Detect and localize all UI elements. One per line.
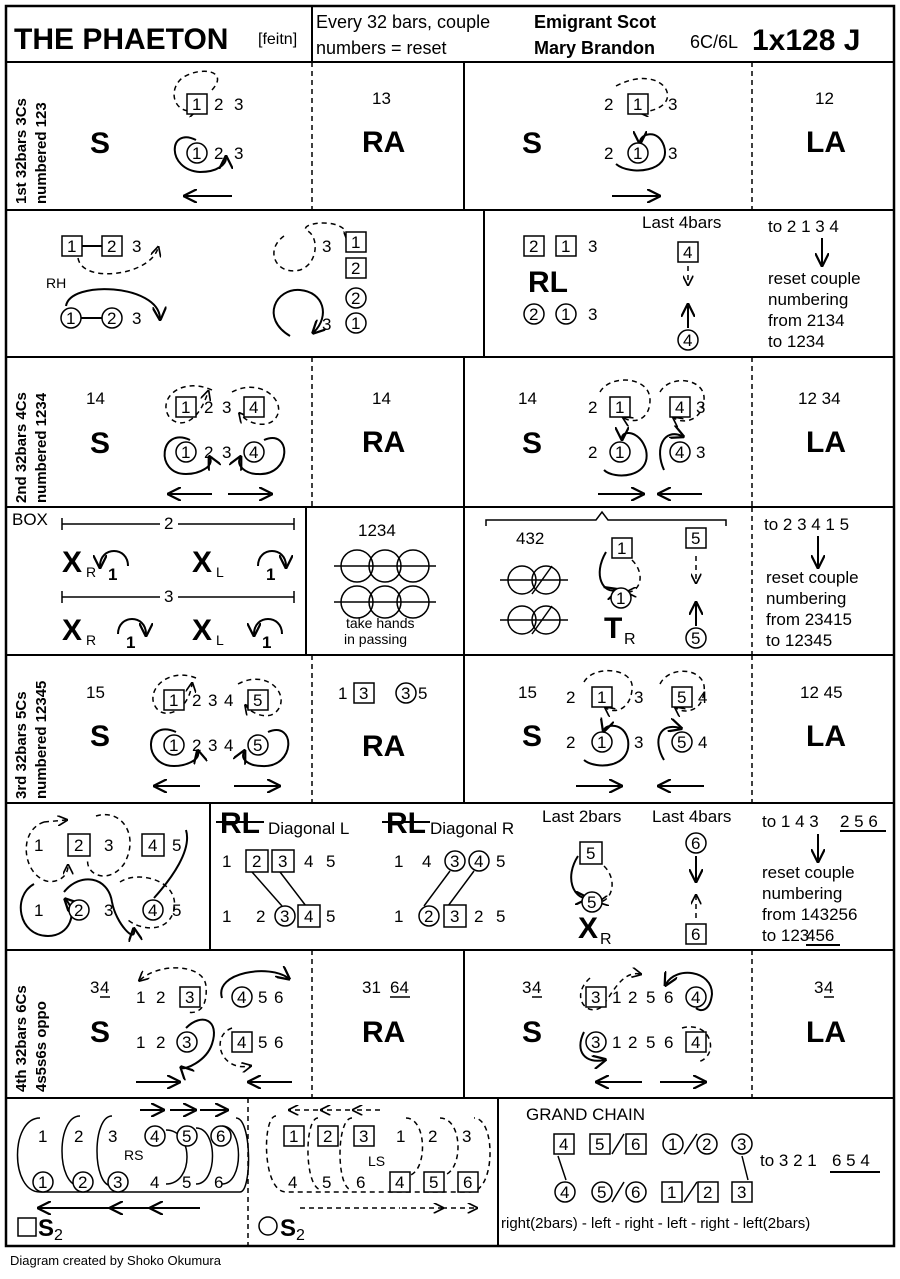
section-3-label-2: numbered 12345 bbox=[33, 680, 50, 799]
r7-p3-bot-3: 2 bbox=[628, 1033, 638, 1052]
section-4-label-1: 4th 32bars 6Cs bbox=[13, 985, 30, 1092]
r8-rs-top-4: 4 bbox=[150, 1127, 160, 1146]
header bbox=[14, 6, 860, 62]
r2-top-2: 2 bbox=[107, 237, 117, 256]
r5-p3-bot-1: 2 bbox=[566, 733, 576, 752]
r6-dl-bot-4: 4 bbox=[304, 907, 314, 926]
dance-format: 1x128 J bbox=[752, 24, 861, 57]
r5-p3-bot-3: 3 bbox=[634, 733, 644, 752]
r6-top-1: 1 bbox=[34, 836, 44, 855]
r8-ls-bot-2: 5 bbox=[322, 1173, 332, 1192]
r1-p1-bot-2: 2 bbox=[214, 144, 224, 163]
r3-p3-bot-4: 3 bbox=[696, 443, 706, 462]
gc-to-under: 6 5 4 bbox=[832, 1151, 870, 1170]
gc-top-1: 4 bbox=[559, 1135, 569, 1154]
r5-p4-num: 12 45 bbox=[800, 683, 843, 702]
r6-dr-bot-1: 1 bbox=[394, 907, 404, 926]
r5-p3-num: 15 bbox=[518, 683, 537, 702]
r2-reset-from: from 2134 bbox=[768, 311, 845, 330]
r3-p1-num: 14 bbox=[86, 389, 105, 408]
r2-col-3a: 3 bbox=[322, 237, 332, 256]
header-note-2: numbers = reset bbox=[316, 38, 447, 58]
r5-p2-text: 1 bbox=[338, 684, 348, 703]
row-8 bbox=[18, 1098, 881, 1246]
deviser: Mary Brandon bbox=[534, 38, 656, 58]
r3-p1-bot-4: 4 bbox=[249, 443, 259, 462]
r6-top-2: 2 bbox=[74, 836, 84, 855]
gc-bot-2: 5 bbox=[597, 1183, 607, 1202]
r4-three-label: 432 bbox=[516, 529, 545, 548]
r2-col-1c: 1 bbox=[351, 314, 361, 333]
row-3 bbox=[86, 357, 846, 507]
r5-p1-bot-1: 1 bbox=[169, 736, 179, 755]
r8-rs-bot-2: 2 bbox=[78, 1173, 88, 1192]
r7-p1-num-under: 4 bbox=[100, 978, 110, 997]
r2-last-4bars: Last 4bars bbox=[642, 213, 722, 232]
r6-dr-top-5: 5 bbox=[496, 852, 506, 871]
r6-dr-top-4: 4 bbox=[474, 852, 484, 871]
r4-cross-l1-sub: L bbox=[216, 564, 224, 580]
r3-p4-num: 12 34 bbox=[798, 389, 841, 408]
r6-dr-top-1: 1 bbox=[394, 852, 404, 871]
r7-p1-bot-6: 6 bbox=[274, 1033, 284, 1052]
r6-dl-bot-1: 1 bbox=[222, 907, 232, 926]
r4-one-2: 1 bbox=[266, 565, 276, 584]
r6-dr-bot-2: 2 bbox=[424, 907, 434, 926]
gc-top-2: 5 bbox=[595, 1135, 605, 1154]
r1-right-allemande: RA bbox=[362, 126, 406, 159]
r7-p1-bot-3: 3 bbox=[182, 1033, 192, 1052]
r5-p2-box: 3 bbox=[359, 684, 369, 703]
credit: Diagram created by Shoko Okumura bbox=[10, 1253, 221, 1268]
r8-ls-bot-6: 6 bbox=[463, 1173, 473, 1192]
r7-left-allemande: LA bbox=[806, 1016, 846, 1049]
r7-p3-top-4: 5 bbox=[646, 988, 656, 1007]
r3-p3-top-3: 4 bbox=[675, 398, 685, 417]
section-3-label-1: 3rd 32bars 5Cs bbox=[13, 691, 30, 799]
r5-p3-top-2: 1 bbox=[597, 688, 607, 707]
r5-p1-top-1: 1 bbox=[169, 691, 179, 710]
r1-left-allemande: LA bbox=[806, 126, 846, 159]
r6-reel-l: RL bbox=[220, 807, 260, 840]
r7-p4-num: 3 bbox=[814, 978, 824, 997]
r3-p3-top-4: 3 bbox=[696, 398, 706, 417]
r7-p3-bot-1: 3 bbox=[591, 1033, 601, 1052]
r4-tr-bottom: 1 bbox=[616, 589, 626, 608]
r7-p3-top-1: 3 bbox=[591, 988, 601, 1007]
r2-bot-1: 1 bbox=[66, 309, 76, 328]
r2-rl-bot-3: 3 bbox=[588, 305, 598, 324]
r2-last-top: 4 bbox=[683, 243, 693, 262]
r8-ls-bot-1: 4 bbox=[288, 1173, 298, 1192]
r8-rs-top-2: 2 bbox=[74, 1127, 84, 1146]
r3-p3-bot-2: 1 bbox=[615, 443, 625, 462]
source: Emigrant Scot bbox=[534, 12, 657, 32]
r4-reset-to: to 12345 bbox=[766, 631, 833, 650]
gc-top-6: 3 bbox=[737, 1135, 747, 1154]
r5-left-allemande: LA bbox=[806, 720, 846, 753]
row-5 bbox=[86, 655, 846, 803]
r4-to-text: to 2 3 4 1 5 bbox=[764, 515, 850, 534]
r3-p3-bot-3: 4 bbox=[675, 443, 685, 462]
r7-p2-num: 31 bbox=[362, 978, 381, 997]
r2-col-1: 1 bbox=[351, 233, 361, 252]
r7-p1-top-6: 6 bbox=[274, 988, 284, 1007]
r1-p3-top-2: 1 bbox=[633, 95, 643, 114]
pronunciation: [feitn] bbox=[258, 31, 298, 48]
r1-p3-top-1: 2 bbox=[604, 95, 614, 114]
r6-bot-2: 2 bbox=[74, 901, 84, 920]
r5-p2-five: 5 bbox=[418, 684, 428, 703]
setting-figure: S bbox=[90, 127, 111, 160]
r7-p3-bot-2: 1 bbox=[612, 1033, 622, 1052]
r5-p1-top-2: 2 bbox=[192, 691, 202, 710]
r1-p3-bot-2: 1 bbox=[633, 144, 643, 163]
r4-cross-r1: X bbox=[62, 546, 83, 579]
gc-bot-3: 6 bbox=[631, 1183, 641, 1202]
r5-p1-top-4: 4 bbox=[224, 691, 234, 710]
r5-p3-top-4: 5 bbox=[677, 688, 687, 707]
r4-reset-2: numbering bbox=[766, 589, 847, 608]
r7-p1-top-3: 3 bbox=[185, 988, 195, 1007]
r8-rs-top-6: 6 bbox=[216, 1127, 226, 1146]
r3-p3-num: 14 bbox=[518, 389, 537, 408]
r8-ls-top-3: 3 bbox=[359, 1127, 369, 1146]
r7-p1-top-2: 2 bbox=[156, 988, 166, 1007]
r4-cross-l2: X bbox=[192, 614, 213, 647]
r5-p1-num: 15 bbox=[86, 683, 105, 702]
gc-bot-6: 3 bbox=[737, 1183, 747, 1202]
r4-reset-from: from 23415 bbox=[766, 610, 852, 629]
r7-p1-top-1: 1 bbox=[136, 988, 146, 1007]
r8-s-circle: S bbox=[280, 1215, 297, 1242]
r8-ls-top-2: 2 bbox=[323, 1127, 333, 1146]
section-4-label-2: 4s5s6s oppo bbox=[33, 1001, 50, 1092]
bracket-2: 2 bbox=[164, 514, 174, 533]
r8-ls-top-1: 1 bbox=[289, 1127, 299, 1146]
r4-cross-r1-sub: R bbox=[86, 564, 97, 580]
section-1-label-2: numbered 123 bbox=[33, 102, 50, 204]
r5-setting-2: S bbox=[522, 720, 543, 753]
r6-reset-to: to 123 bbox=[762, 926, 810, 945]
diagonal-l: Diagonal L bbox=[268, 819, 350, 838]
r5-p3-bot-2: 1 bbox=[597, 733, 607, 752]
r4-cross-l2-sub: L bbox=[216, 632, 224, 648]
r1-setting: S bbox=[522, 127, 543, 160]
row-7 bbox=[90, 950, 846, 1098]
r2-last-bottom: 4 bbox=[683, 331, 693, 350]
r2-reset-1: reset couple bbox=[768, 269, 861, 288]
passing-circles bbox=[334, 550, 436, 618]
r8-ls-bot-5: 5 bbox=[429, 1173, 439, 1192]
r1-p1-top-2: 2 bbox=[214, 95, 224, 114]
r2-rl-top-1: 2 bbox=[529, 237, 539, 256]
r2-rl-bot-1: 2 bbox=[529, 305, 539, 324]
r3-p2-num: 14 bbox=[372, 389, 391, 408]
r4-turn-sub: R bbox=[624, 631, 636, 648]
r6-last-top: 6 bbox=[691, 834, 701, 853]
gc-bot-4: 1 bbox=[667, 1183, 677, 1202]
r6-to-text: to 1 4 3 bbox=[762, 812, 819, 831]
r8-s-box-sub: 2 bbox=[54, 1227, 63, 1244]
r3-p1-bot-3: 3 bbox=[222, 443, 232, 462]
row-2 bbox=[46, 210, 861, 357]
r6-top-5: 5 bbox=[172, 836, 182, 855]
r1-p1-bot-3: 3 bbox=[234, 144, 244, 163]
r7-p1-bot-1: 1 bbox=[136, 1033, 146, 1052]
r1-p1-top-3: 3 bbox=[234, 95, 244, 114]
r4-circles-label: 1234 bbox=[358, 521, 396, 540]
r7-p1-top-5: 5 bbox=[258, 988, 268, 1007]
r6-reset-from: from 143256 bbox=[762, 905, 858, 924]
r6-dl-bot-3: 3 bbox=[280, 907, 290, 926]
r8-rs-bot-3: 3 bbox=[113, 1173, 123, 1192]
r6-dl-top-4: 4 bbox=[304, 852, 314, 871]
last-2bars: Last 2bars bbox=[542, 807, 622, 826]
r5-right-allemande: RA bbox=[362, 730, 406, 763]
r6-dl-top-2: 2 bbox=[252, 852, 262, 871]
gc-top-3: 6 bbox=[631, 1135, 641, 1154]
r7-p1-bot-4: 4 bbox=[237, 1033, 247, 1052]
r8-s-box: S bbox=[38, 1215, 55, 1242]
last-4bars: Last 4bars bbox=[652, 807, 732, 826]
r3-p3-top-2: 1 bbox=[615, 398, 625, 417]
r6-reel-r: RL bbox=[386, 807, 426, 840]
r5-p1-bot-5: 5 bbox=[253, 736, 263, 755]
r4-reset-1: reset couple bbox=[766, 568, 859, 587]
r6-dr-top-3: 3 bbox=[450, 852, 460, 871]
grand-chain: GRAND CHAIN bbox=[526, 1105, 646, 1124]
take-hands-1: take hands bbox=[346, 615, 415, 631]
r5-p1-top-5: 5 bbox=[253, 691, 263, 710]
r2-bot-2: 2 bbox=[107, 309, 117, 328]
take-hands-2: in passing bbox=[344, 631, 408, 647]
r8-ls-top-5: 2 bbox=[428, 1127, 438, 1146]
r8-rs-top-5: 5 bbox=[182, 1127, 192, 1146]
r6-top-3: 3 bbox=[104, 836, 114, 855]
diagonal-r: Diagonal R bbox=[430, 819, 515, 838]
ls-label: LS bbox=[368, 1153, 386, 1169]
r5-p1-bot-4: 4 bbox=[224, 736, 234, 755]
r3-p1-top-4: 4 bbox=[249, 398, 259, 417]
r7-p3-top-2: 1 bbox=[612, 988, 622, 1007]
gc-bot-5: 2 bbox=[703, 1183, 713, 1202]
gc-top-4: 1 bbox=[668, 1135, 678, 1154]
r1-p2-num: 13 bbox=[372, 89, 391, 108]
r2-reset-2: numbering bbox=[768, 290, 849, 309]
r7-p4-num-under: 4 bbox=[824, 978, 834, 997]
section-1-label-1: 1st 32bars 3Cs bbox=[13, 98, 30, 204]
r5-setting: S bbox=[90, 720, 111, 753]
r8-ls-bot-4: 4 bbox=[395, 1173, 405, 1192]
r8-ls-top-4: 1 bbox=[396, 1127, 406, 1146]
r7-p3-bot-6: 4 bbox=[691, 1033, 701, 1052]
r7-p3-bot-5: 6 bbox=[664, 1033, 674, 1052]
r6-reset-2: numbering bbox=[762, 884, 843, 903]
r6-x-top: 5 bbox=[586, 844, 596, 863]
r1-p1-bot-1: 1 bbox=[192, 144, 202, 163]
r3-p1-top-3: 3 bbox=[222, 398, 232, 417]
r7-setting-2: S bbox=[522, 1016, 543, 1049]
set-type: 6C/6L bbox=[690, 32, 739, 52]
r8-ls-top-6: 3 bbox=[462, 1127, 472, 1146]
r7-p1-bot-5: 5 bbox=[258, 1033, 268, 1052]
section-2-label-1: 2nd 32bars 4Cs bbox=[13, 392, 30, 503]
r5-p3-top-1: 2 bbox=[566, 688, 576, 707]
r4-one-4: 1 bbox=[262, 633, 272, 652]
r6-bot-3: 3 bbox=[104, 901, 114, 920]
r4-cross-r2-sub: R bbox=[86, 632, 97, 648]
r3-p1-top-2: 2 bbox=[204, 398, 214, 417]
r4-one-1: 1 bbox=[108, 565, 118, 584]
section-labels bbox=[13, 98, 50, 1092]
r6-bot-1: 1 bbox=[34, 901, 44, 920]
r6-last-bottom: 6 bbox=[691, 925, 701, 944]
r6-dr-bot-3: 3 bbox=[450, 907, 460, 926]
r6-dl-top-1: 1 bbox=[222, 852, 232, 871]
r5-p1-top-3: 3 bbox=[208, 691, 218, 710]
r3-p1-top-1: 1 bbox=[181, 398, 191, 417]
r2-rl-top-3: 3 bbox=[588, 237, 598, 256]
r3-setting-2: S bbox=[522, 427, 543, 460]
r7-p2-num-under: 64 bbox=[390, 978, 409, 997]
row-lines bbox=[6, 62, 894, 1098]
gc-to: to 3 2 1 bbox=[760, 1151, 817, 1170]
row-1 bbox=[90, 62, 846, 210]
r8-ls-bot-3: 6 bbox=[356, 1173, 366, 1192]
r6-x-bottom: 5 bbox=[587, 893, 597, 912]
r1-p1-top-1: 1 bbox=[192, 95, 202, 114]
r2-top-3: 3 bbox=[132, 237, 142, 256]
rh-label: RH bbox=[46, 275, 67, 291]
r4-last-bottom: 5 bbox=[691, 629, 701, 648]
r7-p1-top-4: 4 bbox=[237, 988, 247, 1007]
r5-p3-top-5: 4 bbox=[698, 688, 708, 707]
r6-dl-top-5: 5 bbox=[326, 852, 336, 871]
r1-p3-bot-1: 2 bbox=[604, 144, 614, 163]
r6-dr-top-2: 4 bbox=[422, 852, 432, 871]
r8-rs-top-3: 3 bbox=[108, 1127, 118, 1146]
r5-p3-top-3: 3 bbox=[634, 688, 644, 707]
row-6 bbox=[21, 803, 886, 950]
r8-rs-bot-1: 1 bbox=[38, 1173, 48, 1192]
r6-top-4: 4 bbox=[148, 836, 158, 855]
r2-bot-3: 3 bbox=[132, 309, 142, 328]
r2-reel: RL bbox=[528, 266, 568, 299]
r2-rl-bot-2: 1 bbox=[561, 305, 571, 324]
r6-reset-1: reset couple bbox=[762, 863, 855, 882]
r7-right-allemande: RA bbox=[362, 1016, 406, 1049]
r6-reset-to-under: 456 bbox=[806, 926, 835, 945]
r7-setting: S bbox=[90, 1016, 111, 1049]
r2-col-2: 2 bbox=[351, 259, 361, 278]
r7-p3-top-3: 2 bbox=[628, 988, 638, 1007]
r8-rs-bot-6: 6 bbox=[214, 1173, 224, 1192]
r3-p3-top-1: 2 bbox=[588, 398, 598, 417]
r4-turn: T bbox=[604, 612, 623, 645]
r7-p3-num: 3 bbox=[522, 978, 532, 997]
r6-cross: X bbox=[578, 912, 599, 945]
r3-left-allemande: LA bbox=[806, 426, 846, 459]
r6-bot-4: 4 bbox=[148, 901, 158, 920]
row-4 bbox=[12, 507, 859, 655]
r5-p3-bot-4: 5 bbox=[677, 733, 687, 752]
r3-p3-bot-1: 2 bbox=[588, 443, 598, 462]
r4-tr-top: 1 bbox=[617, 539, 627, 558]
r7-p3-num-under: 4 bbox=[532, 978, 542, 997]
r4-last-top: 5 bbox=[691, 529, 701, 548]
r2-reset-to: to 1234 bbox=[768, 332, 825, 351]
rs-label: RS bbox=[124, 1147, 144, 1163]
section-2-label-2: numbered 1234 bbox=[33, 392, 50, 503]
r5-p2-circle: 3 bbox=[401, 684, 411, 703]
r6-bot-5: 5 bbox=[172, 901, 182, 920]
r7-p3-bot-4: 5 bbox=[646, 1033, 656, 1052]
gc-hands: right(2bars) - left - right - left - right - left(2bars) bbox=[501, 1215, 811, 1232]
gc-bot-1: 4 bbox=[560, 1183, 570, 1202]
r3-p1-bot-1: 1 bbox=[181, 443, 191, 462]
r6-to-under: 2 5 6 bbox=[840, 812, 878, 831]
r2-top-1: 1 bbox=[67, 237, 77, 256]
gc-top-5: 2 bbox=[702, 1135, 712, 1154]
r6-dr-bot-4: 2 bbox=[474, 907, 484, 926]
r1-p3-top-3: 3 bbox=[668, 95, 678, 114]
r7-p3-top-5: 6 bbox=[664, 988, 674, 1007]
r2-to-text: to 2 1 3 4 bbox=[768, 217, 839, 236]
bracket-3: 3 bbox=[164, 587, 174, 606]
r1-p4-num: 12 bbox=[815, 89, 834, 108]
r3-right-allemande: RA bbox=[362, 426, 406, 459]
r7-p1-bot-2: 2 bbox=[156, 1033, 166, 1052]
r2-col-3b: 3 bbox=[322, 315, 332, 334]
r5-p1-bot-2: 2 bbox=[192, 736, 202, 755]
r7-p3-top-6: 4 bbox=[691, 988, 701, 1007]
outer-frame bbox=[6, 6, 894, 1246]
box-label: BOX bbox=[12, 510, 48, 529]
r2-rl-top-2: 1 bbox=[561, 237, 571, 256]
r8-rs-bot-5: 5 bbox=[182, 1173, 192, 1192]
r4-cross-l1: X bbox=[192, 546, 213, 579]
r4-cross-r2: X bbox=[62, 614, 83, 647]
r2-col-2c: 2 bbox=[351, 289, 361, 308]
r6-dl-bot-2: 2 bbox=[256, 907, 266, 926]
r3-setting: S bbox=[90, 427, 111, 460]
r4-one-3: 1 bbox=[126, 633, 136, 652]
r8-rs-top-1: 1 bbox=[38, 1127, 48, 1146]
r5-p3-bot-5: 4 bbox=[698, 733, 708, 752]
r6-dr-bot-5: 5 bbox=[496, 907, 506, 926]
r8-s-circle-sub: 2 bbox=[296, 1227, 305, 1244]
r3-p1-bot-2: 2 bbox=[204, 443, 214, 462]
r7-p1-num: 3 bbox=[90, 978, 100, 997]
r6-dl-bot-5: 5 bbox=[326, 907, 336, 926]
r6-cross-sub: R bbox=[600, 931, 612, 948]
dance-title: THE PHAETON bbox=[14, 23, 229, 56]
r5-p1-bot-3: 3 bbox=[208, 736, 218, 755]
r6-dl-top-3: 3 bbox=[278, 852, 288, 871]
r8-rs-bot-4: 4 bbox=[150, 1173, 160, 1192]
header-note-1: Every 32 bars, couple bbox=[316, 12, 491, 32]
r1-p3-bot-3: 3 bbox=[668, 144, 678, 163]
